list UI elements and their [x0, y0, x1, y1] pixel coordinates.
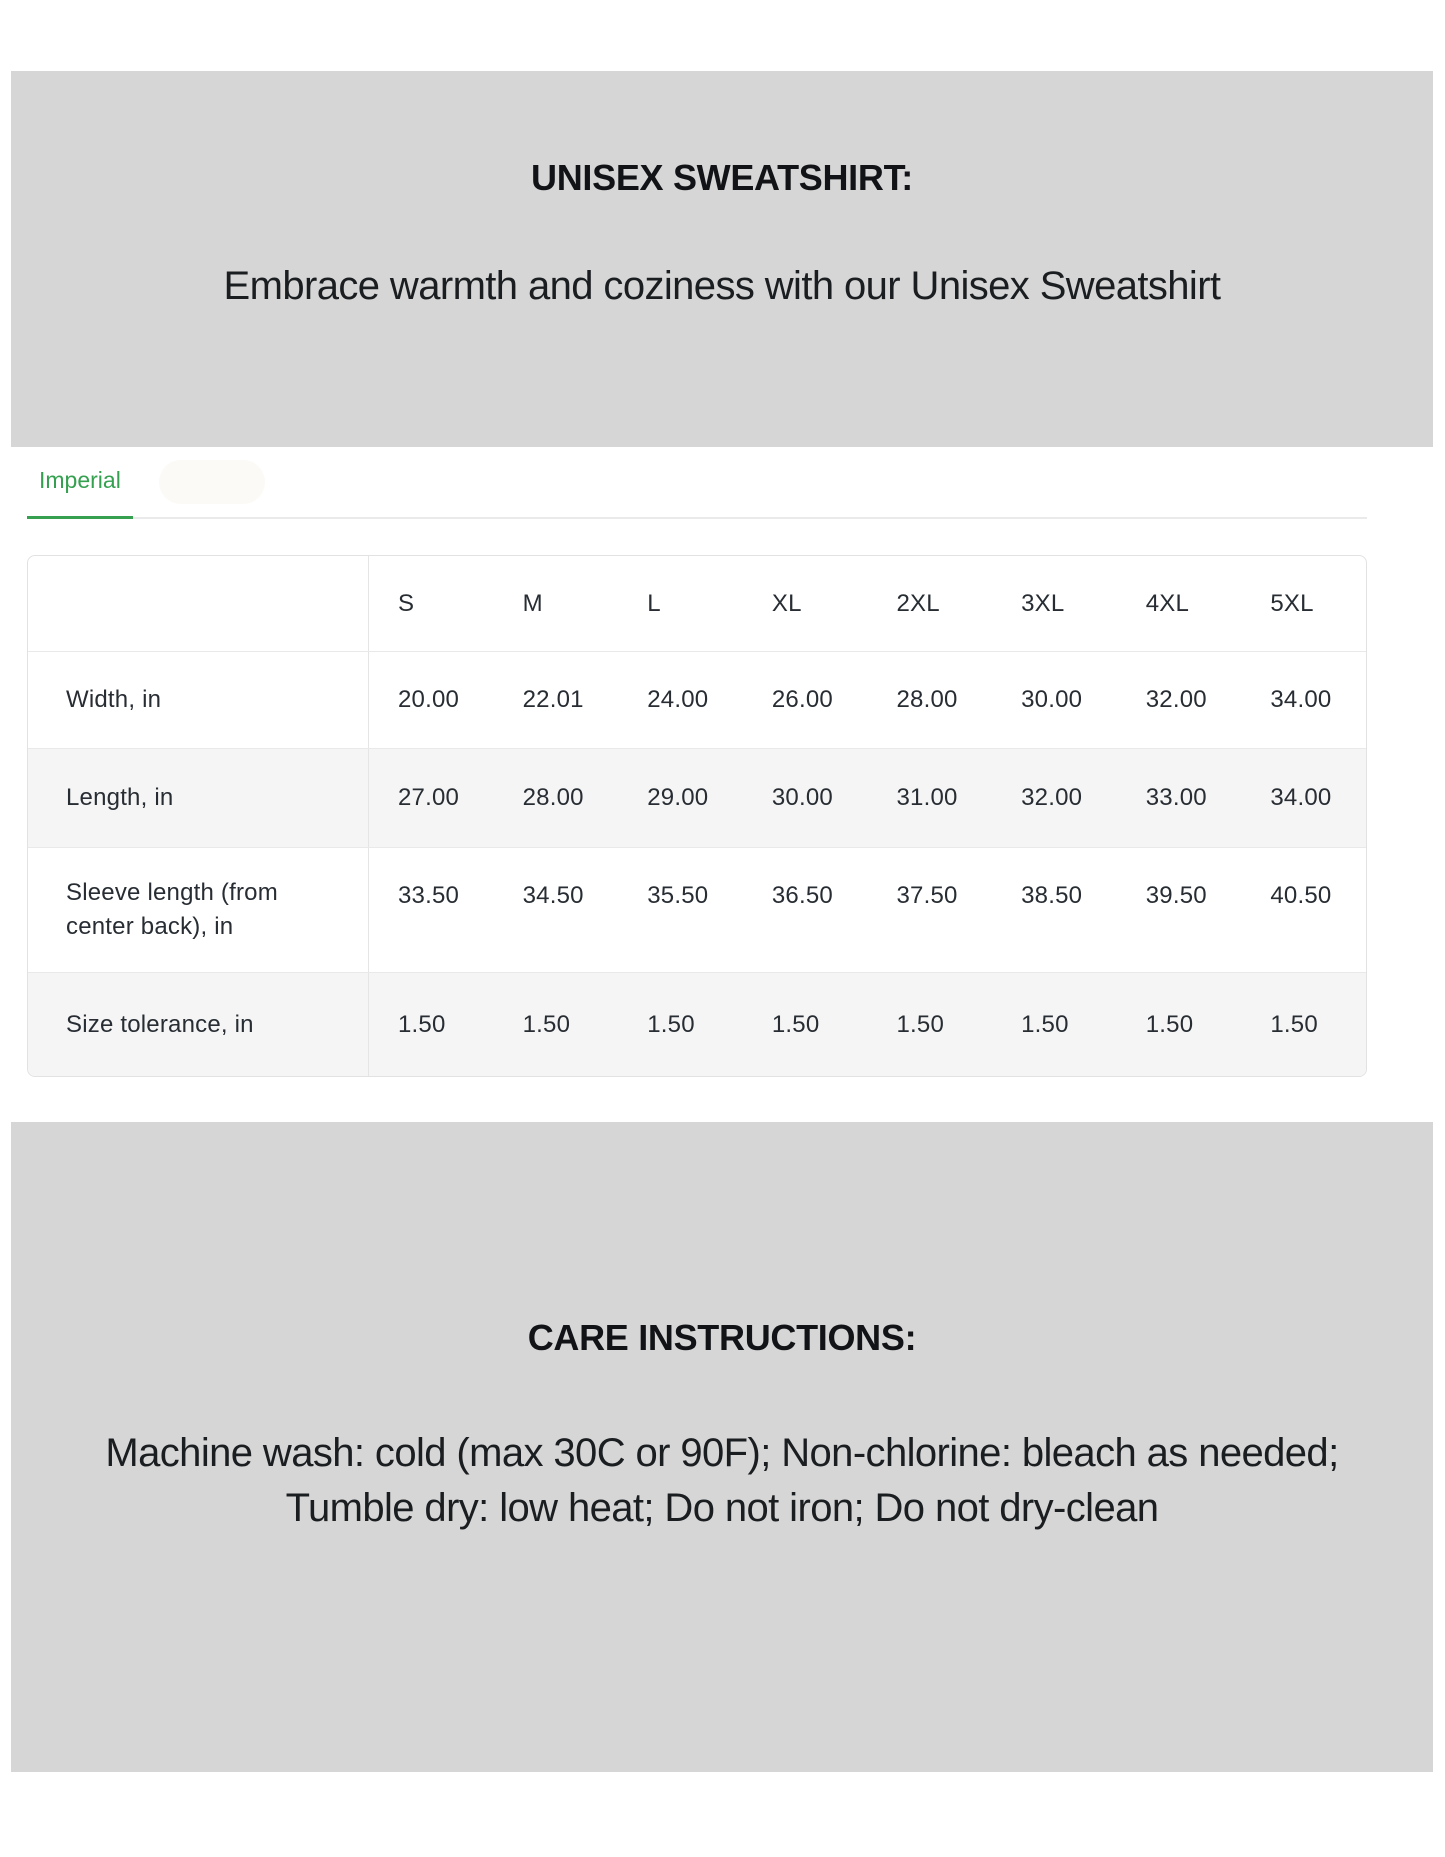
tab-secondary-faded[interactable]	[159, 460, 265, 504]
column-header-xl: XL	[771, 589, 802, 617]
cell-value: 38.50	[1021, 882, 1083, 909]
care-instructions-text: Machine wash: cold (max 30C or 90F); Non-chlorine: bleach as needed; Tumble dry: low heat; Do not iron; Do not dry-clean	[105, 1431, 1339, 1530]
table-row-width	[28, 651, 1366, 748]
unit-tabbar	[27, 466, 1367, 519]
tab-imperial[interactable]: Imperial	[27, 466, 133, 519]
row-label: Length, in	[28, 749, 369, 847]
cell-value: 1.50	[1270, 1010, 1318, 1038]
cell-value: 27.00	[398, 784, 460, 811]
table-row-length	[28, 748, 1366, 847]
table-row-sleeve-length	[28, 847, 1366, 972]
column-header-m: M	[522, 589, 543, 617]
cell-value: 1.50	[647, 1010, 695, 1038]
cell-value: 31.00	[896, 784, 958, 811]
column-header-3xl: 3XL	[1021, 589, 1065, 617]
cell-value: 33.50	[398, 882, 460, 909]
row-label: Size tolerance, in	[28, 973, 369, 1076]
cell-value: 40.50	[1270, 882, 1332, 909]
cell-value: 39.50	[1145, 882, 1207, 909]
cell-value: 1.50	[1145, 1010, 1194, 1038]
care-instructions-section	[11, 1122, 1433, 1772]
cell-value: 1.50	[522, 1010, 571, 1038]
cell-value: 1.50	[398, 1010, 446, 1038]
column-header-2xl: 2XL	[896, 589, 940, 617]
hero-section	[11, 71, 1433, 447]
cell-value: 24.00	[647, 686, 709, 713]
cell-value: 28.00	[522, 784, 584, 811]
cell-value: 34.00	[1270, 686, 1332, 713]
cell-value: 36.50	[771, 882, 833, 909]
product-subtitle: Embrace warmth and coziness with our Unisex Sweatshirt	[223, 264, 1221, 308]
product-title: UNISEX SWEATSHIRT:	[531, 157, 913, 198]
cell-value: 34.50	[522, 882, 584, 909]
size-table-header-row	[28, 556, 1366, 651]
cell-value: 20.00	[398, 686, 460, 713]
cell-value: 30.00	[771, 784, 833, 811]
column-header-4xl: 4XL	[1145, 589, 1190, 617]
column-header-s: S	[398, 589, 415, 617]
cell-value: 33.00	[1145, 784, 1207, 811]
column-header-5xl: 5XL	[1270, 589, 1314, 617]
size-chart-table	[27, 555, 1367, 1077]
cell-value: 28.00	[896, 686, 958, 713]
cell-value: 32.00	[1145, 686, 1207, 713]
cell-value: 29.00	[647, 784, 709, 811]
cell-value: 35.50	[647, 882, 709, 909]
cell-value: 1.50	[896, 1010, 945, 1038]
care-instructions-title: CARE INSTRUCTIONS:	[527, 1317, 917, 1358]
row-label: Sleeve length (from center back), in	[28, 848, 369, 972]
cell-value: 32.00	[1021, 784, 1083, 811]
cell-value: 34.00	[1270, 784, 1332, 811]
corner-cell	[28, 556, 369, 651]
cell-value: 26.00	[771, 686, 833, 713]
row-label: Width, in	[28, 652, 369, 748]
cell-value: 37.50	[896, 882, 958, 909]
cell-value: 30.00	[1021, 686, 1083, 713]
column-header-l: L	[647, 589, 661, 617]
cell-value: 1.50	[1021, 1010, 1069, 1038]
cell-value: 1.50	[771, 1010, 820, 1038]
cell-value: 22.01	[522, 686, 584, 713]
table-row-size-tolerance	[28, 972, 1366, 1076]
